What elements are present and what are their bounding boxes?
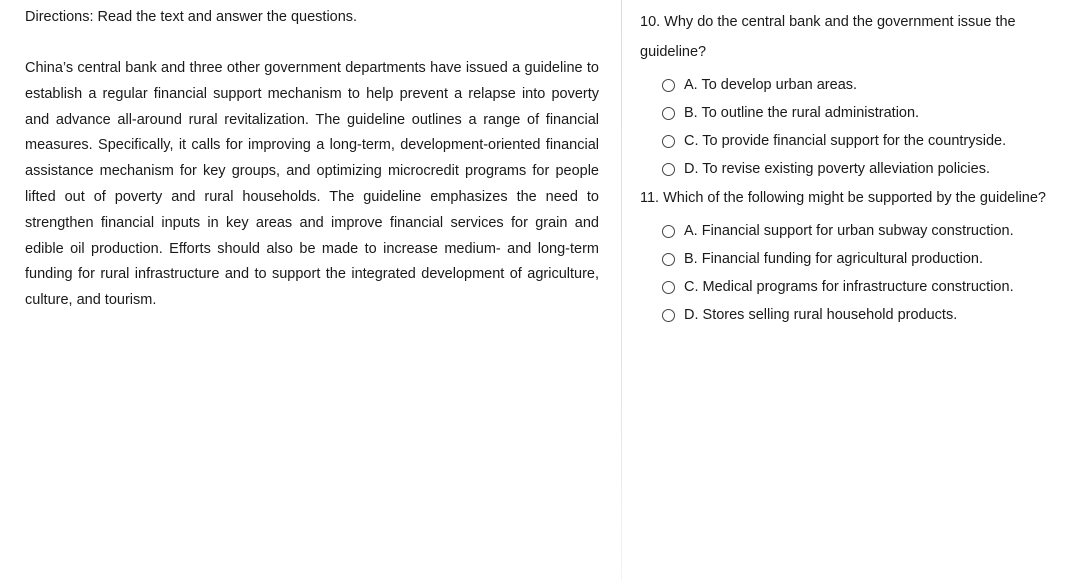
question-11-option-a[interactable] bbox=[662, 217, 1070, 245]
option-label: B. To outline the rural administration. bbox=[684, 105, 920, 121]
radio-button-icon[interactable] bbox=[662, 281, 675, 294]
question-11-option-c[interactable] bbox=[662, 273, 1070, 301]
question-10 bbox=[640, 7, 1070, 183]
radio-button-icon[interactable] bbox=[662, 163, 675, 176]
option-label: C. To provide financial support for the countryside. bbox=[684, 133, 1007, 149]
question-11-option-d[interactable] bbox=[662, 301, 1070, 329]
radio-button-icon[interactable] bbox=[662, 225, 675, 238]
radio-button-icon[interactable] bbox=[662, 79, 675, 92]
question-10-stem: 10. Why do the central bank and the government issue the guideline? bbox=[640, 14, 1016, 60]
radio-button-icon[interactable] bbox=[662, 309, 675, 322]
option-label: D. To revise existing poverty alleviation policies. bbox=[684, 161, 990, 177]
question-10-option-c[interactable] bbox=[662, 127, 1070, 155]
question-11-option-b[interactable] bbox=[662, 245, 1070, 273]
question-10-option-a[interactable] bbox=[662, 71, 1070, 99]
radio-button-icon[interactable] bbox=[662, 253, 675, 266]
questions-pane bbox=[622, 0, 1080, 581]
question-10-option-b[interactable] bbox=[662, 99, 1070, 127]
question-10-options bbox=[640, 71, 1070, 183]
question-10-option-d[interactable] bbox=[662, 155, 1070, 183]
option-label: C. Medical programs for infrastructure construction. bbox=[684, 279, 1014, 295]
directions-text: Directions: Read the text and answer the questions. bbox=[25, 9, 358, 25]
option-label: D. Stores selling rural household products. bbox=[684, 307, 958, 323]
radio-button-icon[interactable] bbox=[662, 107, 675, 120]
question-11 bbox=[640, 183, 1070, 329]
option-label: B. Financial funding for agricultural production. bbox=[684, 251, 984, 267]
passage-text: China’s central bank and three other government departments have issued a guideline to establish a regular financial support mechanism to help prevent a relapse into poverty and advance all-around rural revitalization. The guideline outlines a range of financial measures. Specifically, it calls for improving a long-term, development-oriented financial assistance mechanism for key groups, and optimizing microcredit programs for people lifted out of poverty and rural households. The guideline emphasizes the need to strengthen financial inputs in key areas and improve financial services for grain and edible oil production. Efforts should also be made to increase medium- and long-term funding for rural infrastructure and to support the integrated development of agriculture, culture, and tourism. bbox=[25, 60, 599, 309]
question-11-options bbox=[640, 217, 1070, 329]
option-label: A. To develop urban areas. bbox=[684, 77, 858, 93]
radio-button-icon[interactable] bbox=[662, 135, 675, 148]
option-label: A. Financial support for urban subway construction. bbox=[684, 223, 1014, 239]
question-11-stem: 11. Which of the following might be supported by the guideline? bbox=[640, 190, 1046, 206]
